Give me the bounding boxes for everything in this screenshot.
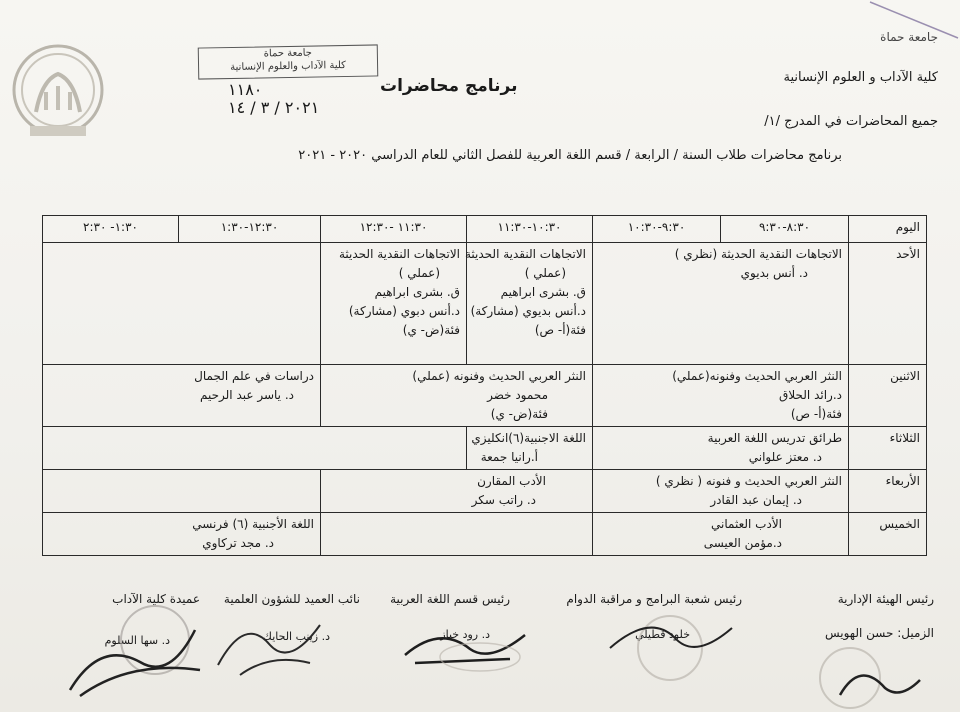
dean-signature-scribble	[60, 600, 210, 705]
lecture-line: د. مجد تركاوي	[202, 536, 274, 550]
dept-head-title: رئيس قسم اللغة العربية	[390, 592, 510, 606]
table-row	[43, 427, 927, 470]
table-row	[43, 365, 927, 427]
admin-colleague: الزميل: حسن الهويس	[824, 626, 934, 640]
lecture-line: (عملي )	[524, 266, 566, 280]
dept-head-signature-scribble	[400, 615, 530, 675]
dean-name: د. سها السلوم	[104, 634, 170, 647]
lecture-line: الاتجاهات النقدية الحديثة	[338, 247, 460, 261]
lecture-cell	[593, 513, 849, 556]
day-cell: الأربعاء	[849, 470, 927, 513]
lecture-cell	[593, 470, 849, 513]
office-stamp	[198, 44, 379, 79]
lecture-line: د.أنس بديوي (مشاركة)	[470, 304, 586, 318]
reference-number: ١١٨٠	[228, 80, 263, 99]
lecture-line: فئة(ض- ي)	[402, 323, 460, 337]
lecture-line: دراسات في علم الجمال	[194, 369, 314, 383]
stamp-line-1: جامعة حماة	[263, 47, 313, 60]
header-slot-1: ٨:٣٠-٩:٣٠	[721, 216, 849, 243]
table-row	[43, 243, 927, 365]
lecture-cell	[321, 243, 467, 365]
lecture-cell	[43, 365, 321, 427]
lecture-cell	[467, 427, 593, 470]
header-day: اليوم	[849, 216, 927, 243]
lecture-line: د. معتز علواني	[748, 450, 822, 464]
lecture-cell	[593, 427, 849, 470]
lecture-line: النثر العربي الحديث وفنونه(عملي)	[672, 369, 842, 383]
lecture-line: أ.رانيا جمعة	[480, 450, 538, 464]
lecture-line: النثر العربي الحديث وفنونه (عملي)	[412, 369, 586, 383]
lecture-line: د. ياسر عبد الرحيم	[200, 388, 294, 402]
university-name: جامعة حماة	[880, 30, 938, 44]
lecture-line: النثر العربي الحديث و فنونه ( نظري )	[655, 474, 842, 488]
header-slot-3: ١٠:٣٠-١١:٣٠	[467, 216, 593, 243]
programs-head-signature-scribble	[600, 608, 740, 688]
lecture-line: الأدب المقارن	[477, 474, 546, 488]
lecture-line: د. أنس بديوي	[740, 266, 808, 280]
university-logo-icon	[8, 40, 108, 145]
lecture-line: الاتجاهات النقدية الحديثة (نظري )	[674, 247, 842, 261]
reference-date: ٢٠٢١ / ٣ / ١٤	[228, 98, 320, 117]
dean-title: عميدة كلية الآداب	[112, 592, 200, 606]
faculty-name: كلية الآداب و العلوم الإنسانية	[783, 70, 938, 85]
lecture-line: فئة(أ- ص)	[790, 407, 842, 421]
header-slot-2: ٩:٣٠-١٠:٣٠	[593, 216, 721, 243]
lecture-cell	[593, 243, 849, 365]
lecture-line: د. إيمان عبد القادر	[710, 493, 802, 507]
vice-dean-signature-scribble	[210, 605, 330, 685]
lecture-line: الأدب العثماني	[711, 517, 782, 531]
programs-head-name: خلود قطيلي	[635, 628, 690, 641]
day-cell: الخميس	[849, 513, 927, 556]
lecture-line: ق. بشرى ابراهيم	[500, 285, 586, 299]
day-cell: الاثنين	[849, 365, 927, 427]
lecture-line: د.رائد الحلاق	[779, 388, 842, 402]
venue-note: جميع المحاضرات في المدرج /١/	[764, 114, 938, 129]
header-slot-4: ١١:٣٠ -١٢:٣٠	[321, 216, 467, 243]
admin-head-title: رئيس الهيئة الإدارية	[837, 592, 934, 606]
lecture-line: فئة(أ- ص)	[534, 323, 586, 337]
lecture-cell	[321, 470, 593, 513]
table-row	[43, 470, 927, 513]
lecture-schedule-table	[42, 215, 927, 556]
vice-dean-title: نائب العميد للشؤون العلمية	[223, 592, 360, 606]
table-header-row	[43, 216, 927, 243]
header-slot-5: ١٢:٣٠-١:٣٠	[179, 216, 321, 243]
admin-head-signature-scribble	[800, 640, 930, 710]
dept-head-name: د. رود خباز	[440, 628, 490, 641]
stamp-line-2: كلية الآداب والعلوم الإنسانية	[230, 59, 346, 74]
page-title: برنامج محاضرات	[380, 76, 518, 96]
empty-cell	[43, 427, 467, 470]
lecture-line: د.مؤمن العيسى	[703, 536, 782, 550]
lecture-line: الاتجاهات النقدية الحديثة	[464, 247, 586, 261]
lecture-line: ق. بشرى ابراهيم	[374, 285, 460, 299]
empty-cell	[321, 513, 593, 556]
empty-cell	[43, 470, 321, 513]
schedule-subtitle: برنامج محاضرات طلاب السنة / الرابعة / قسم اللغة العربية للفصل الثاني للعام الدراسي ٢٠٢٠ - ٢٠٢١	[298, 148, 842, 163]
lecture-line: (عملي )	[398, 266, 440, 280]
table-row	[43, 513, 927, 556]
lecture-cell	[321, 365, 593, 427]
day-cell: الأحد	[849, 243, 927, 365]
programs-head-title: رئيس شعبة البرامج و مراقبة الدوام	[566, 592, 742, 606]
lecture-line: محمود خضر	[487, 388, 548, 402]
day-cell: الثلاثاء	[849, 427, 927, 470]
vice-dean-name: د. زينب الحايك	[262, 630, 330, 643]
lecture-line: د. راتب سكر	[471, 493, 536, 507]
lecture-line: د.أنس دبوي (مشاركة)	[348, 304, 460, 318]
empty-cell	[43, 243, 321, 365]
lecture-line: طرائق تدريس اللغة العربية	[707, 431, 842, 445]
lecture-line: فئة(ض- ي)	[490, 407, 548, 421]
header-slot-6: ١:٣٠- ٢:٣٠	[43, 216, 179, 243]
lecture-cell	[43, 513, 321, 556]
lecture-cell	[464, 243, 593, 365]
lecture-line: اللغة الاجنبية(٦)انكليزي	[471, 431, 586, 445]
lecture-cell	[593, 365, 849, 427]
lecture-line: اللغة الأجنبية (٦) فرنسي	[192, 517, 314, 531]
